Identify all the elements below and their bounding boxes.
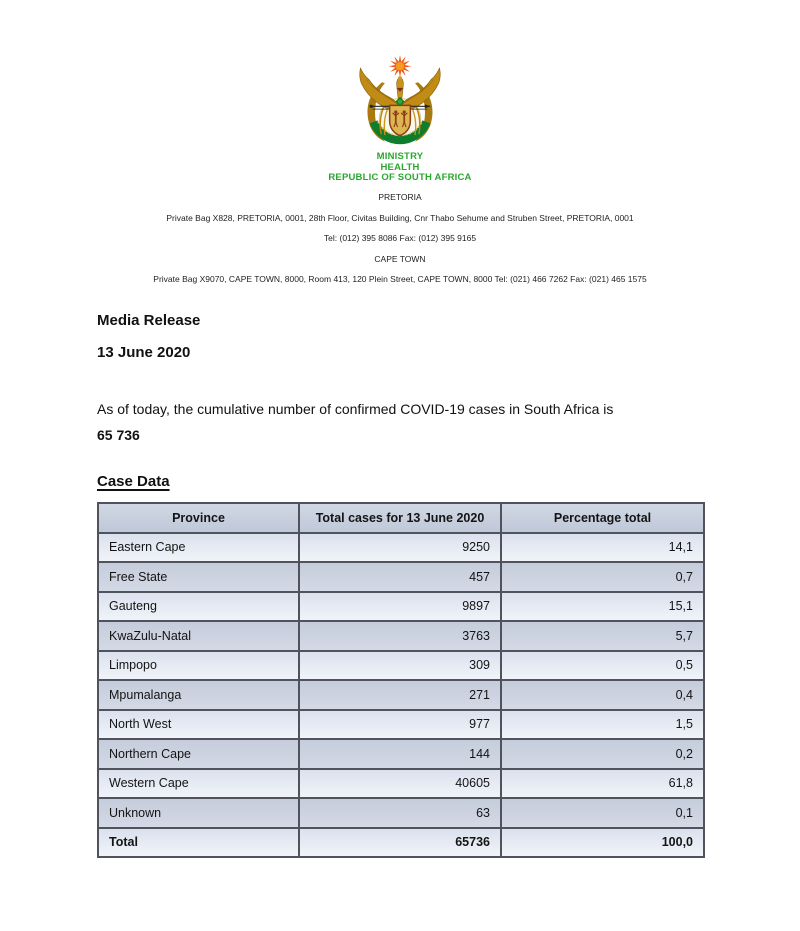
coat-of-arms-logo [352,54,448,152]
letterhead-address-block [0,187,800,290]
pretoria-office-address: Private Bag X828, PRETORIA, 0001, 28th Floor, Civitas Building, Cnr Thabo Sehume and Struben Street, PRETORIA, 0001 [166,212,634,223]
capetown-office-address: Private Bag X9070, CAPE TOWN, 8000, Room 413, 120 Plein Street, CAPE TOWN, 8000 Tel: (021) 466 7262 Fax: (021) 465 1575 [153,274,647,284]
ministry-line-1: MINISTRY [376,151,424,162]
cell-percentage: 0,1 [501,798,704,828]
cell-province: Limpopo [98,651,299,681]
cell-province: Unknown [98,798,299,828]
cell-total-cases: 3763 [299,621,501,651]
table-row [98,651,704,681]
cell-total-cases: 977 [299,710,501,740]
table-row [98,798,704,828]
cell-total-cases: 65736 [299,828,501,858]
cell-percentage: 1,5 [501,710,704,740]
shield-shape [390,105,411,135]
table-row [98,680,704,710]
cell-province: Free State [98,562,299,592]
table-row [98,710,704,740]
header-percentage-total: Percentage total [501,503,704,533]
table-row [98,621,704,651]
table-row [98,562,704,592]
ministry-line-2: HEALTH [380,161,420,173]
header-province: Province [98,503,299,533]
table-row [98,533,704,563]
case-data-table [97,502,705,858]
cumulative-total-value: 65 736 [97,427,140,443]
table-row [98,592,704,622]
header-total-cases: Total cases for 13 June 2020 [299,503,501,533]
pretoria-office-tel-fax: Tel: (012) 395 8086 Fax: (012) 395 9165 [323,233,477,243]
cell-province: North West [98,710,299,740]
cell-total-cases: 457 [299,562,501,592]
cell-total-cases: 9250 [299,533,501,563]
cell-total-cases: 63 [299,798,501,828]
cell-province: Eastern Cape [98,533,299,563]
table-row [98,769,704,799]
cell-total-cases: 40605 [299,769,501,799]
cell-total-cases: 144 [299,739,501,769]
cell-province: Northern Cape [98,739,299,769]
case-data-heading: Case Data [97,473,170,490]
ministry-line-3: REPUBLIC OF SOUTH AFRICA [328,172,472,183]
cell-percentage: 0,5 [501,651,704,681]
capetown-office-heading: CAPE TOWN [374,253,426,264]
table-row [98,739,704,769]
sun-core [396,62,404,70]
cell-province: Western Cape [98,769,299,799]
cell-percentage: 0,4 [501,680,704,710]
cell-percentage: 0,2 [501,739,704,769]
ministry-title-block [0,152,800,184]
cell-percentage: 100,0 [501,828,704,858]
case-table-body [98,533,704,858]
cell-percentage: 61,8 [501,769,704,799]
cell-total-cases: 271 [299,680,501,710]
cell-percentage: 15,1 [501,592,704,622]
cell-province: Total [98,828,299,858]
table-row [98,828,704,858]
cell-province: Mpumalanga [98,680,299,710]
cell-total-cases: 9897 [299,592,501,622]
cell-percentage: 14,1 [501,533,704,563]
table-header-row [98,503,704,533]
coat-of-arms-graphic [352,54,448,152]
intro-text: As of today, the cumulative number of confirmed COVID-19 cases in South Africa is [97,401,614,417]
cell-total-cases: 309 [299,651,501,681]
media-release-title: Media Release [97,312,201,329]
cell-province: KwaZulu-Natal [98,621,299,651]
cell-province: Gauteng [98,592,299,622]
cell-percentage: 5,7 [501,621,704,651]
intro-paragraph [97,396,717,448]
cell-percentage: 0,7 [501,562,704,592]
pretoria-office-heading: PRETORIA [378,192,422,202]
release-date: 13 June 2020 [97,344,191,361]
